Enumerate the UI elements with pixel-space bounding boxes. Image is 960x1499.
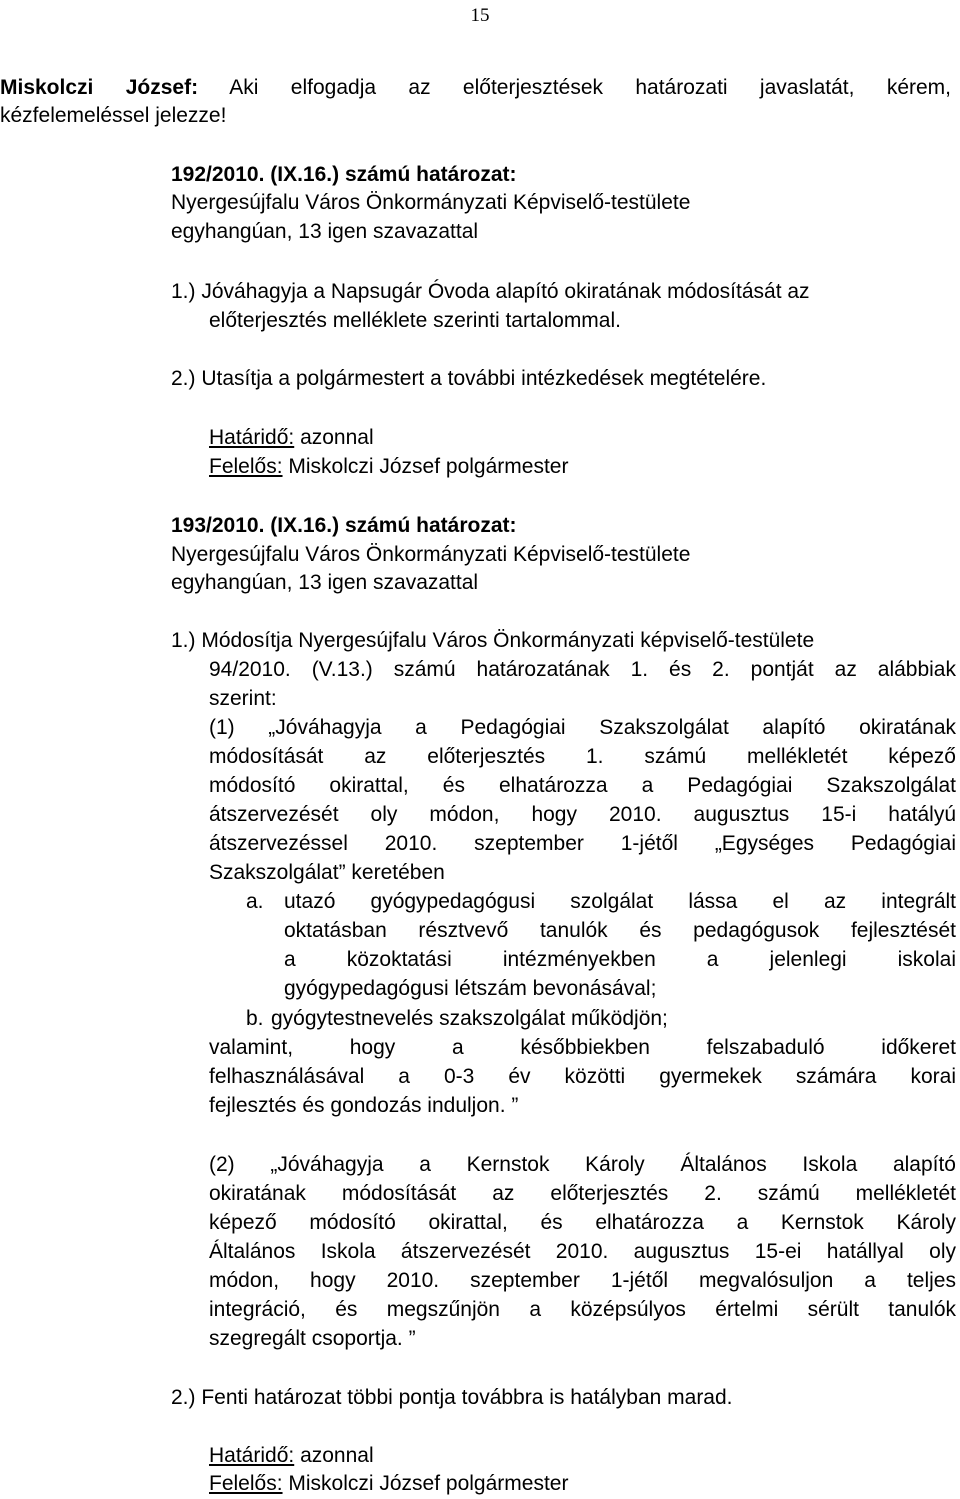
resolution-193-item1-line3: szerint: xyxy=(209,687,277,710)
paragraph-1-line: módosító okirattal, és elhatározza a Pedagógiai Szakszolgálat xyxy=(209,774,956,797)
resolution-193-item1-line2: 94/2010. (V.13.) számú határozatának 1. és 2. pontját az alábbiak xyxy=(209,658,956,681)
sub-item-a-line: utazó gyógypedagógusi szolgálat lássa el az integrált xyxy=(284,890,956,913)
resolution-193-body-1: Nyergesújfalu Város Önkormányzati Képviselő-testülete xyxy=(171,543,691,566)
intro-line-2: kézfelemeléssel jelezze! xyxy=(0,104,227,127)
resolution-192-deadline xyxy=(209,427,374,448)
paragraph-1-tail-line: valamint, hogy a későbbiekben felszabaduló időkeret xyxy=(209,1036,956,1059)
paragraph-1-tail-line: fejlesztés és gondozás induljon. ” xyxy=(209,1094,519,1117)
resolution-192-body-1: Nyergesújfalu Város Önkormányzati Képviselő-testülete xyxy=(171,191,691,214)
responsible-value: Miskolczi József polgármester xyxy=(288,1472,569,1495)
paragraph-1-line: Szakszolgálat” keretében xyxy=(209,861,445,884)
responsible-value: Miskolczi József polgármester xyxy=(288,455,569,478)
sub-item-b-line: gyógytestnevelés szakszolgálat működjön; xyxy=(271,1007,668,1030)
deadline-value: azonnal xyxy=(300,1444,374,1467)
resolution-193-responsible xyxy=(209,1473,568,1494)
sub-item-a-line: oktatásban résztvevő tanulók és pedagógusok fejlesztését xyxy=(284,919,956,942)
responsible-label: Felelős: xyxy=(209,1472,283,1495)
resolution-192-item1-line1: 1.) Jóváhagyja a Napsugár Óvoda alapító okiratának módosítását az xyxy=(171,280,810,303)
responsible-label: Felelős: xyxy=(209,455,283,478)
paragraph-2-line: szegregált csoportja. ” xyxy=(209,1327,416,1350)
paragraph-1-line: átszervezéssel 2010. szeptember 1-jétől „Egységes Pedagógiai xyxy=(209,832,956,855)
resolution-192-body-2: egyhangúan, 13 igen szavazattal xyxy=(171,220,479,243)
resolution-193-title: 193/2010. (IX.16.) számú határozat: xyxy=(171,514,517,537)
paragraph-2-line: okiratának módosítását az előterjesztés 2. számú mellékletét xyxy=(209,1182,956,1205)
resolution-192-item2: 2.) Utasítja a polgármestert a további intézkedések megtételére. xyxy=(171,367,767,390)
speaker-name: Miskolczi József: xyxy=(0,76,199,99)
page-number: 15 xyxy=(470,5,490,26)
resolution-193-item2: 2.) Fenti határozat többi pontja továbbra is hatályban marad. xyxy=(171,1386,733,1409)
paragraph-1-line: módosítását az előterjesztés 1. számú mellékletét képező xyxy=(209,745,956,768)
resolution-193-item1-line1: 1.) Módosítja Nyergesújfalu Város Önkormányzati képviselő-testülete xyxy=(171,629,815,652)
sub-item-a-line: gyógypedagógusi létszám bevonásával; xyxy=(284,977,657,1000)
sub-item-a-marker: a. xyxy=(246,890,264,913)
paragraph-2-line: Általános Iskola átszervezését 2010. augusztus 15-ei hatállyal oly xyxy=(209,1240,956,1263)
paragraph-2-line: (2) „Jóváhagyja a Kernstok Károly Általános Iskola alapító xyxy=(209,1153,956,1176)
intro-line-1 xyxy=(0,77,951,98)
paragraph-2-line: integráció, és megszűnjön a középsúlyos értelmi sérült tanulók xyxy=(209,1298,956,1321)
sub-item-a-line: a közoktatási intézményekben a jelenlegi iskolai xyxy=(284,948,956,971)
resolution-193-body-2: egyhangúan, 13 igen szavazattal xyxy=(171,571,479,594)
resolution-193-deadline xyxy=(209,1445,374,1466)
paragraph-1-tail-line: felhasználásával a 0-3 év közötti gyermekek számára korai xyxy=(209,1065,956,1088)
intro-text: Aki elfogadja az előterjesztések határozati javaslatát, kérem, xyxy=(229,76,951,99)
sub-item-b-marker: b. xyxy=(246,1007,264,1030)
resolution-192-item1-line2: előterjesztés melléklete szerinti tartalommal. xyxy=(209,309,621,332)
deadline-value: azonnal xyxy=(300,426,374,449)
resolution-192-title: 192/2010. (IX.16.) számú határozat: xyxy=(171,163,517,186)
deadline-label: Határidő: xyxy=(209,1444,295,1467)
paragraph-1-line: (1) „Jóváhagyja a Pedagógiai Szakszolgálat alapító okiratának xyxy=(209,716,956,739)
paragraph-2-line: képező módosító okirattal, és elhatározza a Kernstok Károly xyxy=(209,1211,956,1234)
paragraph-1-line: átszervezését oly módon, hogy 2010. augusztus 15-i hatályú xyxy=(209,803,956,826)
paragraph-2-line: módon, hogy 2010. szeptember 1-jétől megvalósuljon a teljes xyxy=(209,1269,956,1292)
deadline-label: Határidő: xyxy=(209,426,295,449)
resolution-192-responsible xyxy=(209,456,568,477)
